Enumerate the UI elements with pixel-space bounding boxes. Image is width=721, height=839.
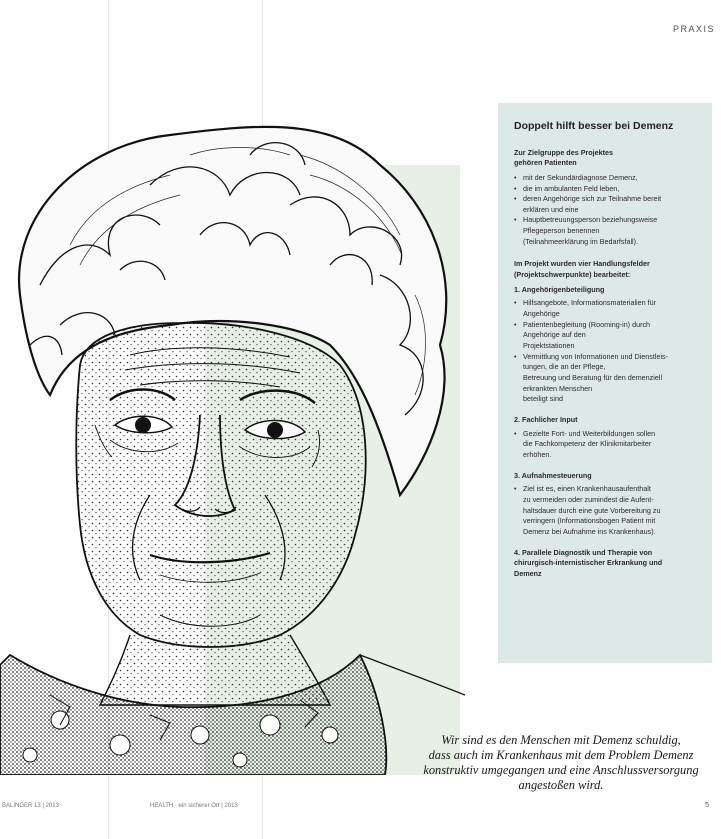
elderly-woman-portrait-sketch-icon	[0, 95, 470, 775]
list-item	[514, 484, 698, 537]
list-item	[514, 194, 698, 215]
list-item-line: erklären und eine	[523, 204, 579, 214]
field-title	[514, 548, 698, 580]
list-item	[514, 429, 698, 461]
list-item-line: die Fachkompetenz der Klinikmitarbeiter	[523, 439, 652, 449]
list-item-line: • Hauptbetreuungsperson beziehungsweise	[523, 215, 658, 225]
list-item-line: • Vermittlung von Informationen und Dienstleis-	[523, 351, 669, 361]
list-item-line: (Teilnahmeerklärung im Bedarfsfall).	[523, 236, 639, 246]
intro-line: Zur Zielgruppe des Projektes	[514, 147, 614, 157]
list-item-line: Projektstationen	[523, 341, 575, 351]
intro-line: gehören Patienten	[514, 158, 577, 168]
target-group-list	[514, 173, 698, 248]
section-label: PRAXIS	[672, 24, 715, 34]
list-item-line: verringern (Informationsbogen Patient mit	[523, 516, 656, 526]
list-item-line: Betreuung und Beratung für den demenziell	[523, 373, 663, 382]
field-points	[514, 429, 698, 461]
field-angehoerigenbeteiligung	[514, 285, 698, 405]
field-fachlicher-input	[514, 415, 698, 461]
field-title-line: Demenz	[514, 568, 542, 578]
list-item-line: • Patientenbegleitung (Rooming-in) durch	[523, 319, 651, 329]
field-title: 3. Aufnahmesteuerung	[514, 470, 592, 480]
page-number: 5	[705, 802, 709, 809]
intro-line: (Projektschwerpunkte) bearbeitet:	[514, 270, 631, 280]
list-item-line: • mit der Sekundärdiagnose Demenz,	[523, 172, 638, 182]
list-item-line: erhöhen.	[523, 449, 552, 459]
list-item-line: haltsdauer durch eine gute Vorbereitung zu	[523, 505, 661, 515]
field-title: 1. Angehörigenbeteiligung	[514, 284, 605, 294]
list-item-line: tungen, die an der Pflege,	[523, 362, 606, 372]
list-item-line: • deren Angehörige sich zur Teilnahme bereit	[523, 194, 662, 204]
field-title: 2. Fachlicher Input	[514, 414, 578, 424]
list-item	[514, 215, 698, 247]
list-item-line: • die im ambulanten Feld leben,	[523, 183, 620, 193]
list-item-line: Pflegeperson benennen	[523, 226, 600, 236]
list-item	[514, 352, 698, 405]
field-points	[514, 484, 698, 537]
quote-line: angestoßen wird.	[518, 778, 604, 793]
list-item	[514, 320, 698, 352]
footer-left: BALINGER 13 | 2013	[2, 803, 59, 809]
list-item-line: beteiligt sind	[523, 394, 563, 404]
list-item-line: Angehörige	[523, 309, 560, 319]
pull-quote	[398, 733, 721, 794]
quote-line: dass auch im Krankenhaus mit dem Problem Demenz	[428, 748, 694, 763]
list-item-line: Demenz bei Aufnahme ins Krankenhaus).	[523, 526, 656, 536]
intro-line: Im Projekt wurden vier Handlungsfelder	[514, 259, 650, 269]
list-item	[514, 173, 698, 184]
quote-line: konstruktiv umgegangen und eine Anschlussversorgung	[423, 763, 699, 778]
info-box	[498, 103, 712, 663]
target-group-intro	[514, 148, 698, 169]
field-title-line: chirurgisch-internistischer Erkrankung und	[514, 558, 663, 568]
list-item-line: erkrankten Menschen	[523, 383, 593, 393]
list-item	[514, 184, 698, 195]
footer-center: HEALTH · ein sicherer Ort | 2013	[150, 803, 238, 809]
list-item-line: • Hilfsangebote, Informationsmaterialien für	[523, 298, 657, 308]
list-item-line: zu vermeiden oder zumindest die Aufent-	[523, 494, 654, 504]
field-aufnahmesteuerung	[514, 471, 698, 538]
fields-intro	[514, 259, 698, 280]
field-points	[514, 298, 698, 405]
info-box-title: Doppelt hilft besser bei Demenz	[514, 120, 674, 132]
field-title-line: 4. Parallele Diagnostik und Therapie von	[514, 547, 653, 557]
field-parallele-diagnostik	[514, 548, 698, 580]
list-item-line: • Gezielte Fort- und Weiterbildungen sollen	[523, 428, 656, 438]
list-item-line: Angehörige auf den	[523, 330, 586, 340]
quote-line: Wir sind es den Menschen mit Demenz schuldig,	[441, 733, 681, 747]
list-item	[514, 298, 698, 319]
portrait-illustration	[0, 95, 470, 775]
list-item-line: • Ziel ist es, einen Krankenhausaufenthalt	[523, 484, 651, 494]
